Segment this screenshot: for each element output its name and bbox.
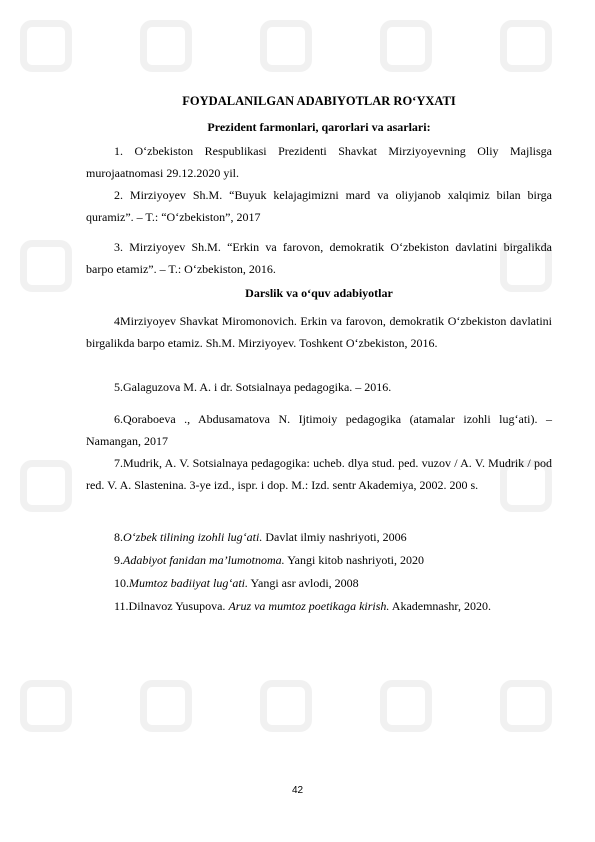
reference-item: 5.Galaguzova M. A. i dr. Sotsialnaya pedagogika. – 2016.	[114, 380, 392, 394]
reference-item: 4Mirziyoyev Shavkat Miromonovich. Erkin va farovon, demokratik O‘zbekiston davlatini birgalikda barpo etamiz. Sh.M. Mirziyoyev. Toshkent O‘zbekiston, 2016.	[86, 314, 552, 350]
reference-item: 7.Mudrik, A. V. Sotsialnaya pedagogika: ucheb. dlya stud. ped. vuzov / A. V. Mudrik / pod red. V. A. Slastenina. 3-ye izd., ispr. i dop. M.: Izd. sentr Akademiya, 2002. 200 s.	[86, 456, 552, 492]
page-title: FOYDALANILGAN ADABIYOTLAR RO‘YXATI	[182, 94, 456, 108]
reference-item: 11.Dilnavoz Yusupova. Aruz va mumtoz poetikaga kirish. Akademnashr, 2020.	[114, 599, 491, 613]
reference-item: 10.Mumtoz badiiyat lug‘ati. Yangi asr avlodi, 2008	[114, 576, 359, 590]
reference-item: 9.Adabiyot fanidan ma’lumotnoma. Yangi kitob nashriyoti, 2020	[114, 553, 424, 567]
page-number: 42	[291, 785, 304, 796]
reference-item: 2. Mirziyoyev Sh.M. “Buyuk kelajagimizni mard va oliyjanob xalqimiz bilan birga quramiz”. – T.: “O‘zbekiston”, 2017	[86, 188, 552, 224]
section-heading-decrees: Prezident farmonlari, qarorlari va asarlari:	[207, 120, 431, 134]
reference-item: 8.O‘zbek tilining izohli lug‘ati. Davlat ilmiy nashriyoti, 2006	[114, 530, 407, 544]
section-heading-textbooks: Darslik va o‘quv adabiyotlar	[245, 286, 393, 300]
reference-item: 6.Qoraboeva ., Abdusamatova N. Ijtimoiy pedagogika (atamalar izohli lug‘ati). –Namangan, 2017	[86, 412, 552, 448]
reference-item: 1. O‘zbekiston Respublikasi Prezidenti Shavkat Mirziyoyevning Oliy Majlisga murojaatnomasi 29.12.2020 yil.	[86, 144, 552, 180]
document-page	[86, 0, 552, 842]
reference-item: 3. Mirziyoyev Sh.M. “Erkin va farovon, demokratik O‘zbekiston davlatini birgalikda barpo etamiz”. – T.: O‘zbekiston, 2016.	[86, 240, 552, 276]
